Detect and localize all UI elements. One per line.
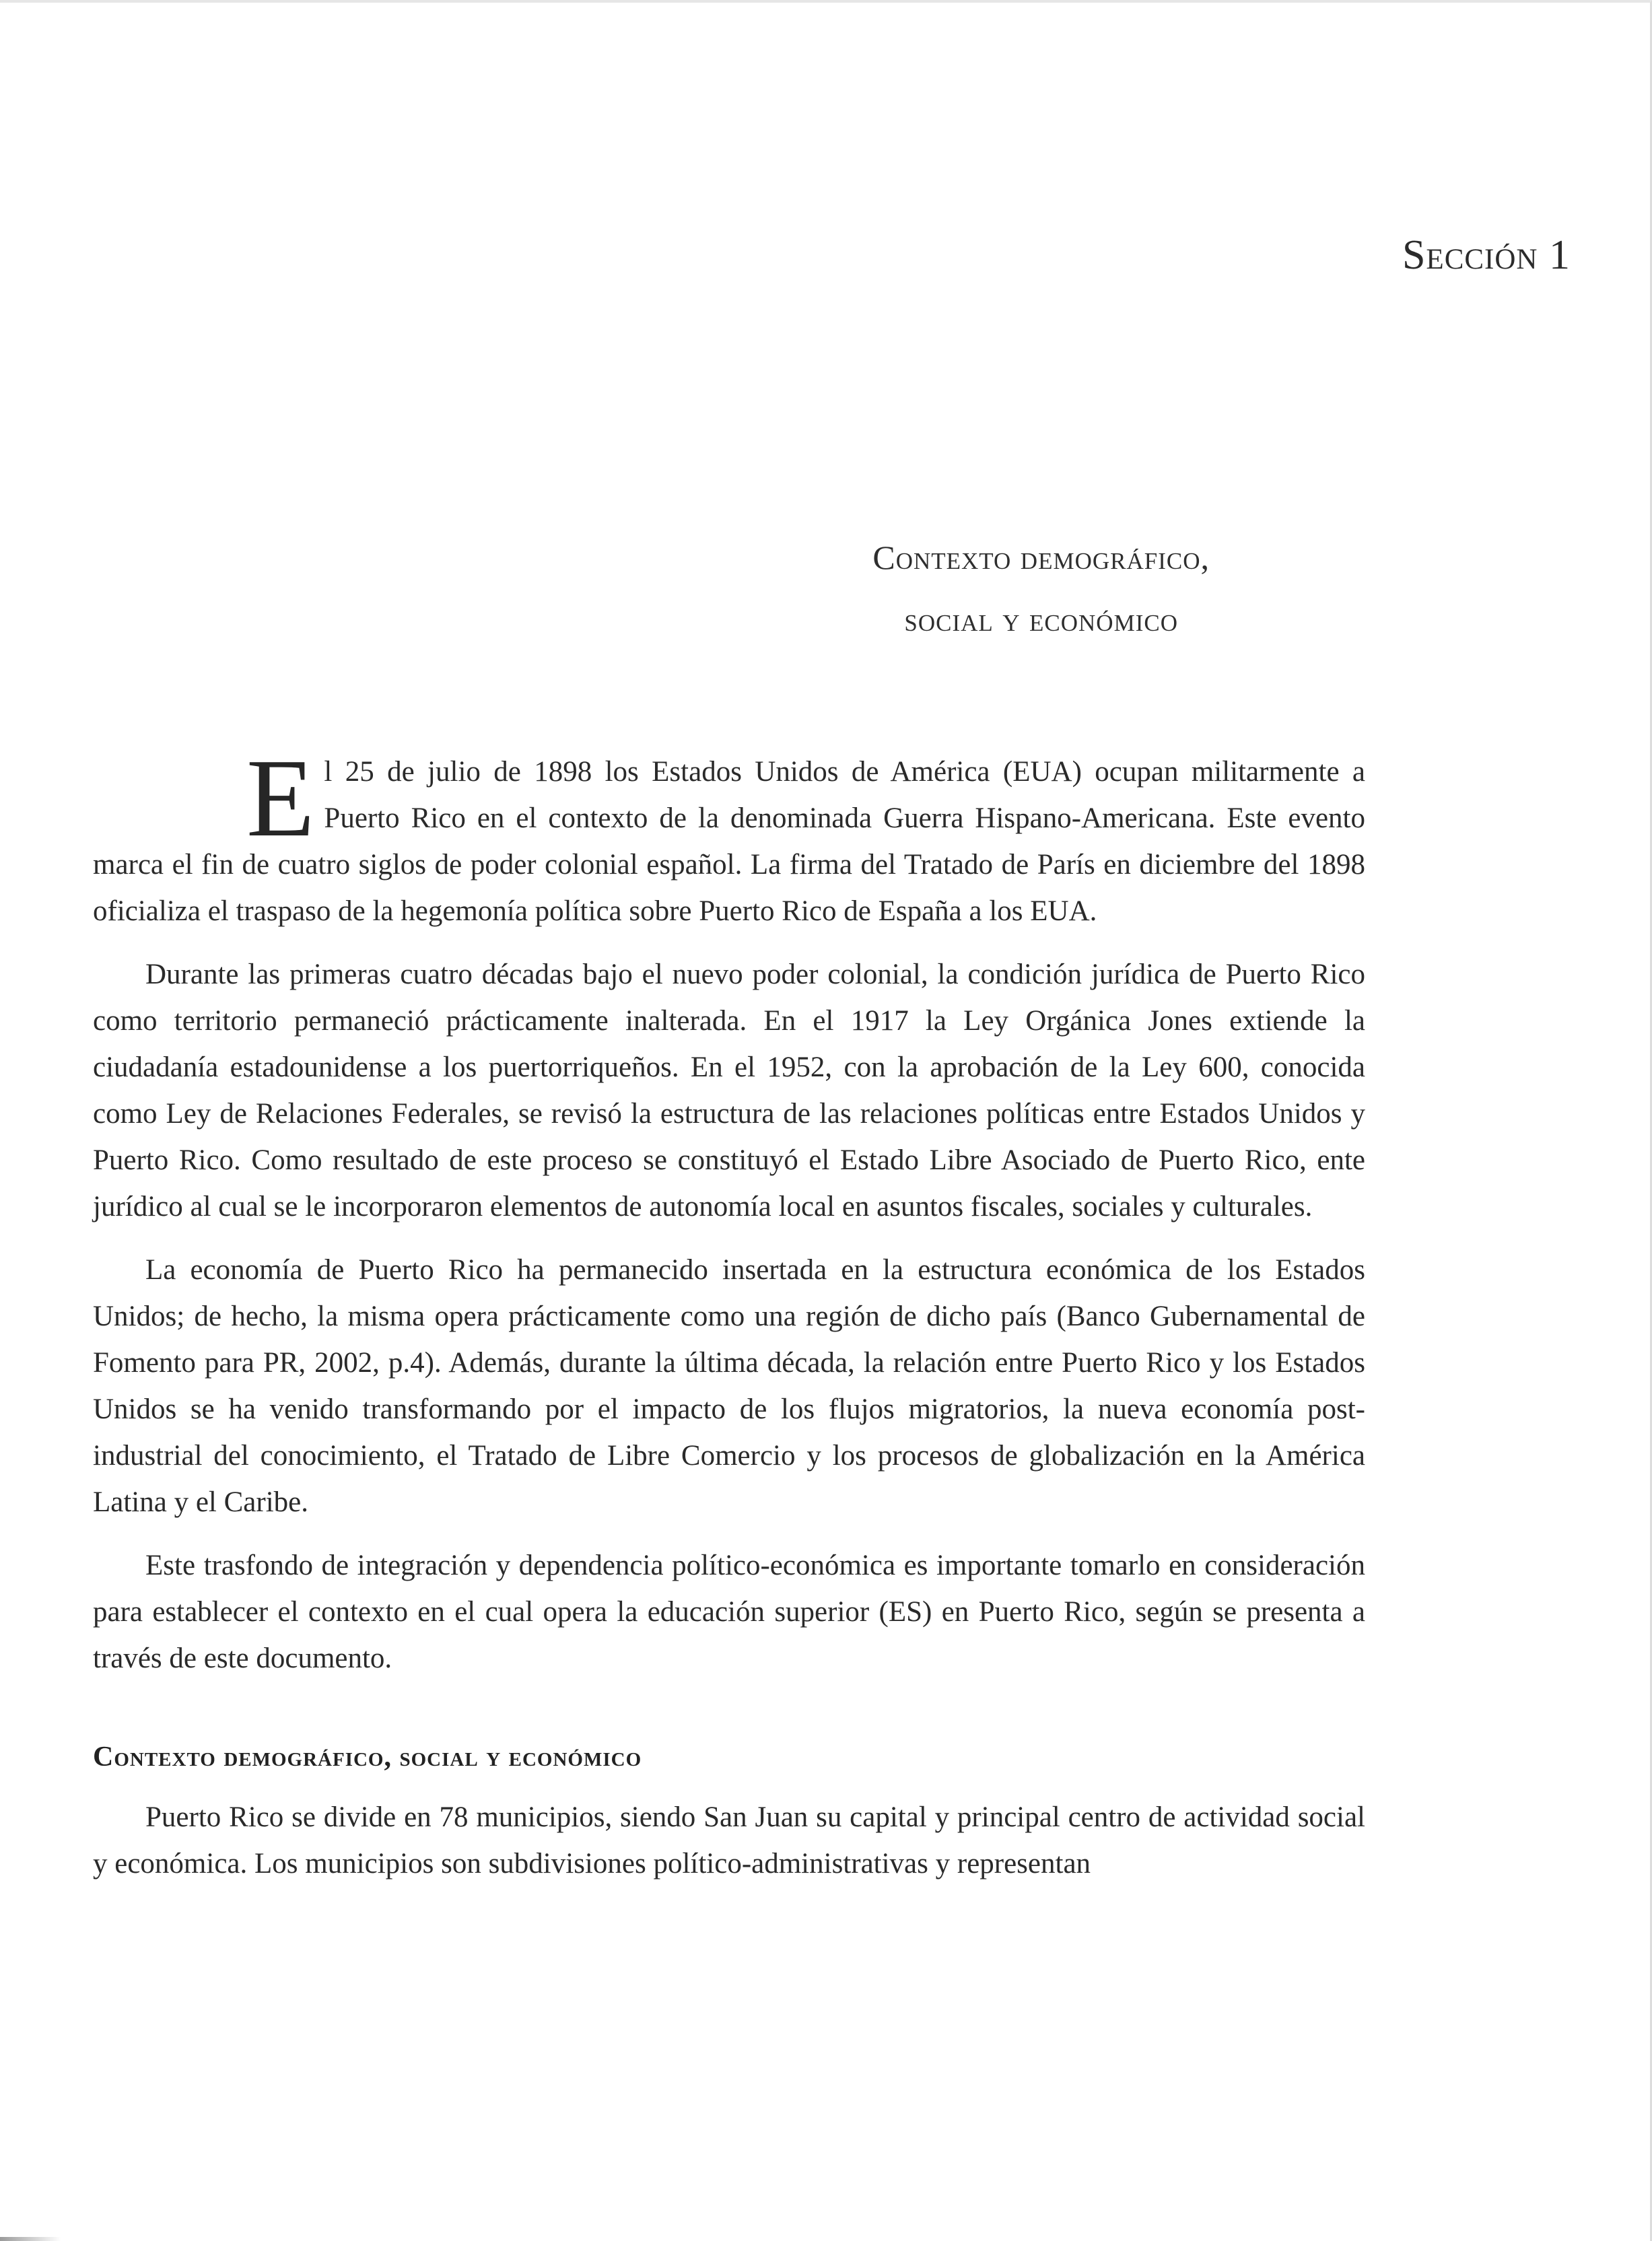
- paragraph-background: Este trasfondo de integración y dependencia político-económica es importante tomarlo en consideración para establecer el contexto en el cual opera la educación superior (ES) en Puerto Rico, según se presenta a través de este documento.: [93, 1550, 1365, 1674]
- intro-text: l 25 de julio de 1898 los Estados Unidos de América (EUA) ocupan militarmente a Puerto Rico en el contexto de la denominada Guerra Hispano-Americana. Este evento marca el fin de cuatro siglos de poder colonial español. La firma del Tratado de París en diciembre del 1898 oficializa el traspaso de la hegemonía política sobre Puerto Rico de España a los EUA.: [93, 756, 1365, 927]
- chapter-title: [872, 526, 1210, 650]
- drop-cap: E: [246, 736, 315, 860]
- intro-paragraph: [93, 736, 1365, 934]
- chapter-title-line-1: Contexto demográfico,: [872, 539, 1210, 576]
- paragraph-municipalities: Puerto Rico se divide en 78 municipios, siendo San Juan su capital y principal centro de actividad social y económica. Los municipios son subdivisiones político-administrativas y representan: [93, 1801, 1365, 1880]
- body-text: [93, 736, 1365, 1904]
- chapter-title-line-2: social y económico: [904, 600, 1178, 638]
- subsection-heading: Contexto demográfico, social y económico: [93, 1742, 642, 1772]
- paragraph-economy: La economía de Puerto Rico ha permanecido insertada en la estructura económica de los Estados Unidos; de hecho, la misma opera prácticamente como una región de dicho país (Banco Gubernamental de Fomento para PR, 2002, p.4). Además, durante la última década, la relación entre Puerto Rico y los Estados Unidos se ha venido transformando por el impacto de los flujos migratorios, la nueva economía post-industrial del conocimiento, el Tratado de Libre Comercio y los procesos de globalización en la América Latina y el Caribe.: [93, 1254, 1365, 1518]
- section-label: Sección 1: [1402, 232, 1571, 278]
- paragraph-political-status: Durante las primeras cuatro décadas bajo el nuevo poder colonial, la condición jurídica de Puerto Rico como territorio permaneció prácticamente inalterada. En el 1917 la Ley Orgánica Jones extiende la ciudadanía estadounidense a los puertorriqueños. En el 1952, con la aprobación de la Ley 600, conocida como Ley de Relaciones Federales, se revisó la estructura de las relaciones políticas entre Estados Unidos y Puerto Rico. Como resultado de este proceso se constituyó el Estado Libre Asociado de Puerto Rico, ente jurídico al cual se le incorporaron elementos de autonomía local en asuntos fiscales, sociales y culturales.: [93, 959, 1365, 1222]
- scan-edge-mark: [0, 2237, 61, 2241]
